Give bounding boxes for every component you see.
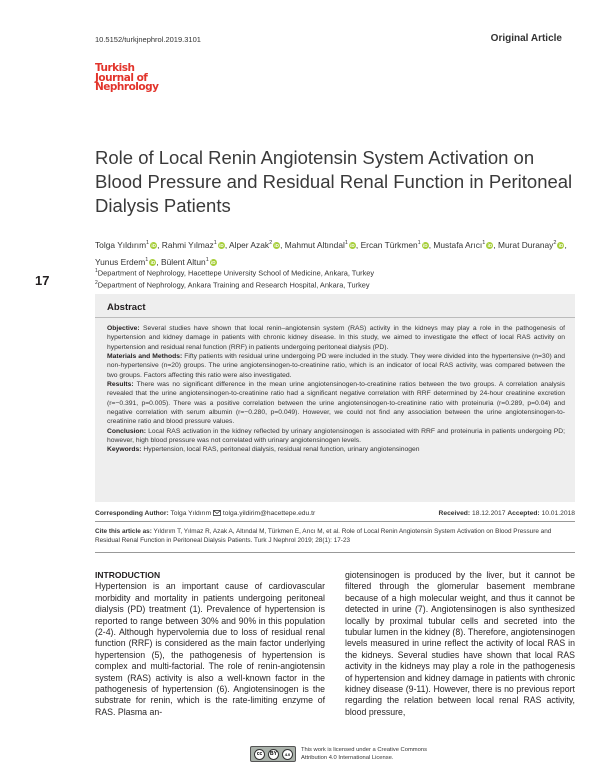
section-heading-introduction: INTRODUCTION (95, 570, 161, 580)
author-separator: , (355, 239, 359, 250)
abstract-methods (107, 352, 565, 380)
author-separator: , (156, 256, 159, 267)
citation (95, 527, 575, 545)
divider (95, 521, 575, 522)
author-separator: , (564, 239, 567, 250)
author-affiliation: 1 (205, 256, 209, 263)
author (229, 240, 282, 250)
author-separator: , (428, 239, 432, 250)
orcid-icon[interactable]: iD (558, 243, 564, 249)
abstract-keywords (107, 445, 565, 454)
body-column-left (95, 570, 325, 718)
abstract-text: Fifty patients with residual urine undergoing PD were included in the study. They were divided into the hypertensive (n=30) and non-hypertensive (n=20) groups. The urine angiotensinogen-to-creatinine ratio, which is an indicator of local RAS activity, was compared between the two groups. Factors affecting this ratio were also investigated. (107, 353, 565, 379)
abstract-conclusion (107, 427, 565, 446)
dates (439, 510, 575, 517)
author-separator: , (224, 239, 228, 250)
body-paragraph: giotensinogen is produced by the liver, but it cannot be filtered through the glomerular basement membrane because of a high molecular weight, and thus it cannot be detected in urine (7). Angiotensinogen is also synthesized locally by proximal tubular cells and secreted into the tubular lumen in the kidney (8). Therefore, angiotensinogen levels measured in urine reflect the activity of local RAS in the kidneys. Several studies have shown that local RAS activity in the kidneys may play a role in the pathogenesis of hypertension and kidney damage in patients with chronic kidney disease (9-11). However, there is no previous report regarding the relation between local renal RAS activity, blood pressure, (345, 570, 575, 717)
corresponding-author-email[interactable]: tolga.yildirim@hacettepe.edu.tr (221, 510, 316, 517)
author-affiliation: 2 (553, 240, 557, 246)
corresponding-author-name: Tolga Yıldırım (168, 510, 214, 517)
affiliations (95, 266, 575, 291)
abstract-label: Conclusion: (107, 427, 146, 435)
author-name: Bülent Altun (161, 256, 206, 267)
affiliation (95, 266, 575, 278)
abstract-text: Several studies have shown that local renin–angiotensin system (RAS) activity in the kidneys may play a role in the pathogenesis of hypertension and kidney damage in patients with chronic kidney disease. In this study, we aimed to investigate the effect of local RAS activity on hypertension and residual renal function (RRF) in patients undergoing peritoneal dialysis (PD). (107, 325, 565, 351)
orcid-icon[interactable]: iD (219, 243, 224, 249)
article-type: Original Article (490, 33, 562, 44)
author (433, 240, 495, 250)
abstract-text: There was no significant difference in the mean urine angiotensinogen-to-creatinine ratios between the two groups. A correlation analysis revealed that the urine angiotensinogen-to-creatinine ratio had a significant negative correlation with RRF determined by 24-hour creatinine excretion (r=−0.391, p=0.005). There was a positive correlation between the urine angiotensinogen-to-creatinine ratio with proteinuria (r=0.289, p=0.04) and negative correlation with serum albumin (r=−0.280, p=0.049). However, we could not find any association between the urine angiotensinogen-to-creatinine ratio and blood pressure values. (107, 381, 565, 426)
by-glyph: BY (268, 749, 279, 760)
creative-commons-icon[interactable] (250, 746, 296, 762)
author-affiliation: 1 (145, 256, 149, 263)
orcid-icon[interactable]: iD (422, 243, 428, 249)
author-affiliation: 2 (269, 240, 273, 246)
orcid-icon[interactable]: iD (151, 243, 156, 249)
author-name: Rahmi Yılmaz (161, 239, 214, 250)
abstract-label: Results: (107, 381, 134, 389)
orcid-icon[interactable]: iD (274, 243, 279, 249)
author-separator: , (157, 239, 160, 250)
envelope-icon (213, 510, 221, 516)
corresponding-author-label: Corresponding Author: (95, 510, 169, 517)
abstract-results (107, 380, 565, 427)
affiliation-text: Department of Nephrology, Hacettepe University School of Medicine, Ankara, Turkey (97, 268, 375, 278)
author-affiliation: 1 (344, 240, 348, 246)
license-notice (250, 744, 450, 766)
author-separator: , (280, 239, 283, 250)
body-column-right (345, 570, 575, 718)
author-name: Alper Azak (229, 239, 270, 250)
cc-glyph: cc (254, 749, 265, 760)
journal-logo (95, 64, 175, 93)
abstract-box (95, 294, 575, 502)
abstract-text: Local RAS activation in the kidney reflected by urinary angiotensinogen is associated with RRF and proteinuria in patients undergoing PD; however, high blood pressure was not correlated with urinary angiotensinogen levels. (107, 427, 565, 445)
author (162, 240, 227, 250)
abstract-label: Objective: (107, 325, 140, 332)
author-name: Mahmut Altındal (284, 239, 345, 250)
accepted-label: Accepted: (507, 510, 540, 517)
doi: 10.5152/turkjnephrol.2019.3101 (95, 35, 201, 44)
author-affiliation: 1 (417, 240, 421, 246)
affiliation-number: 2 (95, 280, 98, 287)
abstract-label: Keywords: (107, 446, 142, 454)
abstract-divider (95, 317, 575, 318)
affiliation-number: 1 (95, 268, 98, 274)
logo-line-2: Journal of (95, 71, 148, 84)
orcid-icon[interactable]: iD (211, 259, 216, 265)
abstract-label: Materials and Methods: (107, 353, 183, 361)
author-name: Yunus Erdem (95, 256, 146, 267)
orcid-icon[interactable]: iD (487, 243, 493, 249)
abstract-text: Hypertension, local RAS, peritoneal dialysis, residual renal function, urinary angiotensinogen (141, 446, 420, 454)
body-paragraph: Hypertension is an important cause of cardiovascular morbidity and mortality in patients undergoing peritoneal dialysis (PD) treatment (1). Prevalence of hypertension is reported to range between 30% and 90% in this population (2-4). Although hypervolemia due to loss of residual renal function (RRF) is considered as the main factor underlying hypertension (5), the pathogenesis of hypertension is complex and multi-factorial. The role of renin-angiotensin system (RAS) activity is also a well-known factor in the pathogenesis of hypertension (6). Angiotensinogen is the substrate for renin, which is the rate-limiting enzyme of RAS. Plasma an- (95, 581, 325, 717)
version-glyph: 4.0 (282, 749, 293, 760)
logo-line-3: Nephrology (95, 81, 159, 93)
author (498, 240, 567, 250)
author (95, 240, 159, 250)
license-text: This work is licensed under a Creative Commons Attribution 4.0 International License. (301, 747, 427, 761)
accepted-date: 10.01.2018 (539, 510, 575, 517)
article-title: Role of Local Renin Angiotensin System Activation on Blood Pressure and Residual Renal Function in Peritoneal Dialysis Patients (95, 147, 573, 216)
author-name: Mustafa Arıcı (433, 239, 483, 250)
affiliation-text: Department of Nephrology, Ankara Training and Research Hospital, Ankara, Turkey (97, 280, 370, 290)
page-number: 17 (35, 273, 50, 288)
author-name: Murat Duranay (497, 239, 554, 250)
logo-line-1: Turkish (95, 62, 135, 74)
citation-label: Cite this article as: (95, 528, 152, 535)
author (285, 240, 358, 250)
abstract-heading: Abstract (107, 302, 146, 313)
author-affiliation: 1 (482, 240, 486, 246)
divider (95, 552, 575, 553)
correspondence-line (95, 510, 575, 517)
author-separator: , (493, 239, 496, 250)
author-name: Tolga Yıldırım (95, 239, 147, 250)
received-label: Received: (438, 510, 471, 517)
abstract-body (107, 324, 565, 455)
citation-text: Yıldırım T, Yılmaz R, Azak A, Altındal M, Türkmen E, Arıcı M, et al. Role of Local Renin Angiotensin System Activation on Blood Pressure and Residual Renal Function in Peritoneal Dialysis Patients. Turk J Nephrol 2019; 28(1): 17-23 (95, 528, 552, 544)
abstract-objective (107, 324, 565, 352)
received-date: 18.12.2017 (470, 510, 508, 517)
affiliation (95, 278, 575, 290)
author-affiliation: 1 (213, 240, 217, 246)
orcid-icon[interactable]: iD (350, 243, 355, 249)
author (361, 240, 432, 250)
author-name: Ercan Türkmen (360, 239, 418, 250)
author-list (95, 236, 575, 270)
author-affiliation: 1 (146, 240, 150, 246)
orcid-icon[interactable]: iD (150, 259, 156, 265)
